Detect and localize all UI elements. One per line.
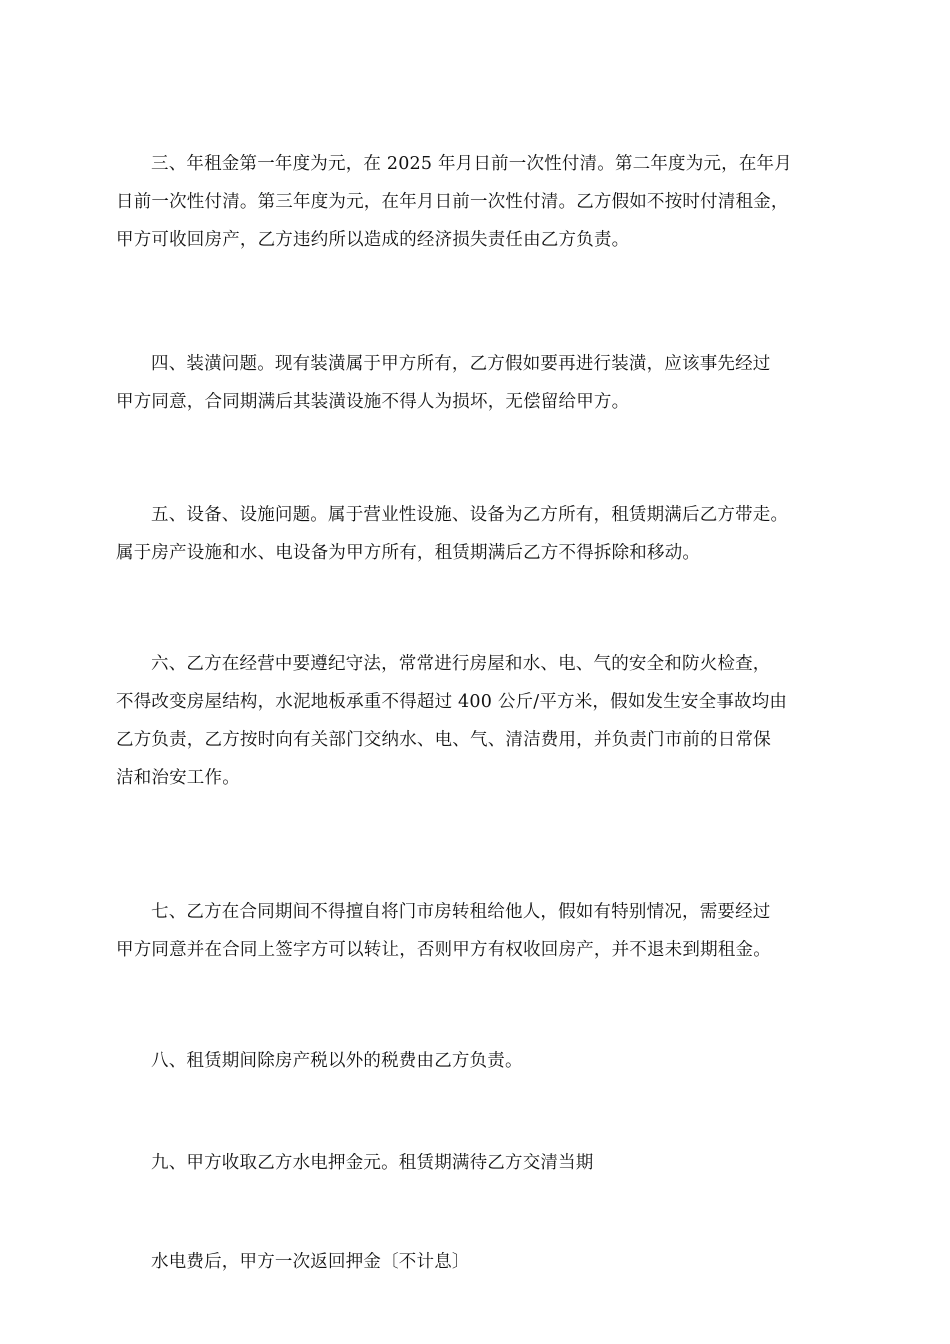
clause-9: 九、甲方收取乙方水电押金元。租赁期满待乙方交清当期 [151,1153,594,1173]
clause-line: 六、乙方在经营中要遵纪守法，常常进行房屋和水、电、气的安全和防火检查， [151,654,771,674]
clause-line: 乙方负责，乙方按时向有关部门交纳水、电、气、清洁费用，并负责门市前的日常保 [116,730,771,750]
clause-5 [116,496,838,572]
clause-line: 五、设备、设施问题。属于营业性设施、设备为乙方所有，租赁期满后乙方带走。 [151,505,789,525]
clause-9-continued: 水电费后，甲方一次返回押金〔不计息〕 [151,1252,470,1272]
clause-6 [116,645,838,797]
clause-line: 洁和治安工作。 [116,768,240,788]
clause-line: 三、年租金第一年度为元，在 2025 年月日前一次性付清。第二年度为元，在年月 [151,154,792,174]
clause-line: 甲方同意，合同期满后其装潢设施不得人为损坏，无偿留给甲方。 [116,392,630,412]
clause-8: 八、租赁期间除房产税以外的税费由乙方负责。 [151,1051,523,1071]
clause-line: 不得改变房屋结构，水泥地板承重不得超过 400 公斤/平方米，假如发生安全事故均由 [116,692,788,712]
clause-line: 属于房产设施和水、电设备为甲方所有，租赁期满后乙方不得拆除和移动。 [116,543,701,563]
clause-line: 七、乙方在合同期间不得擅自将门市房转租给他人，假如有特别情况，需要经过 [151,902,771,922]
clause-line: 日前一次性付清。第三年度为元，在年月日前一次性付清。乙方假如不按时付清租金， [116,192,789,212]
clause-line: 四、装潢问题。现有装潢属于甲方所有，乙方假如要再进行装潢，应该事先经过 [151,354,771,374]
clause-3 [116,145,838,259]
clause-7 [116,893,838,969]
clause-line: 甲方可收回房产，乙方违约所以造成的经济损失责任由乙方负责。 [116,230,630,250]
clause-line: 甲方同意并在合同上签字方可以转让，否则甲方有权收回房产，并不退未到期租金。 [116,940,771,960]
clause-4 [116,345,838,421]
